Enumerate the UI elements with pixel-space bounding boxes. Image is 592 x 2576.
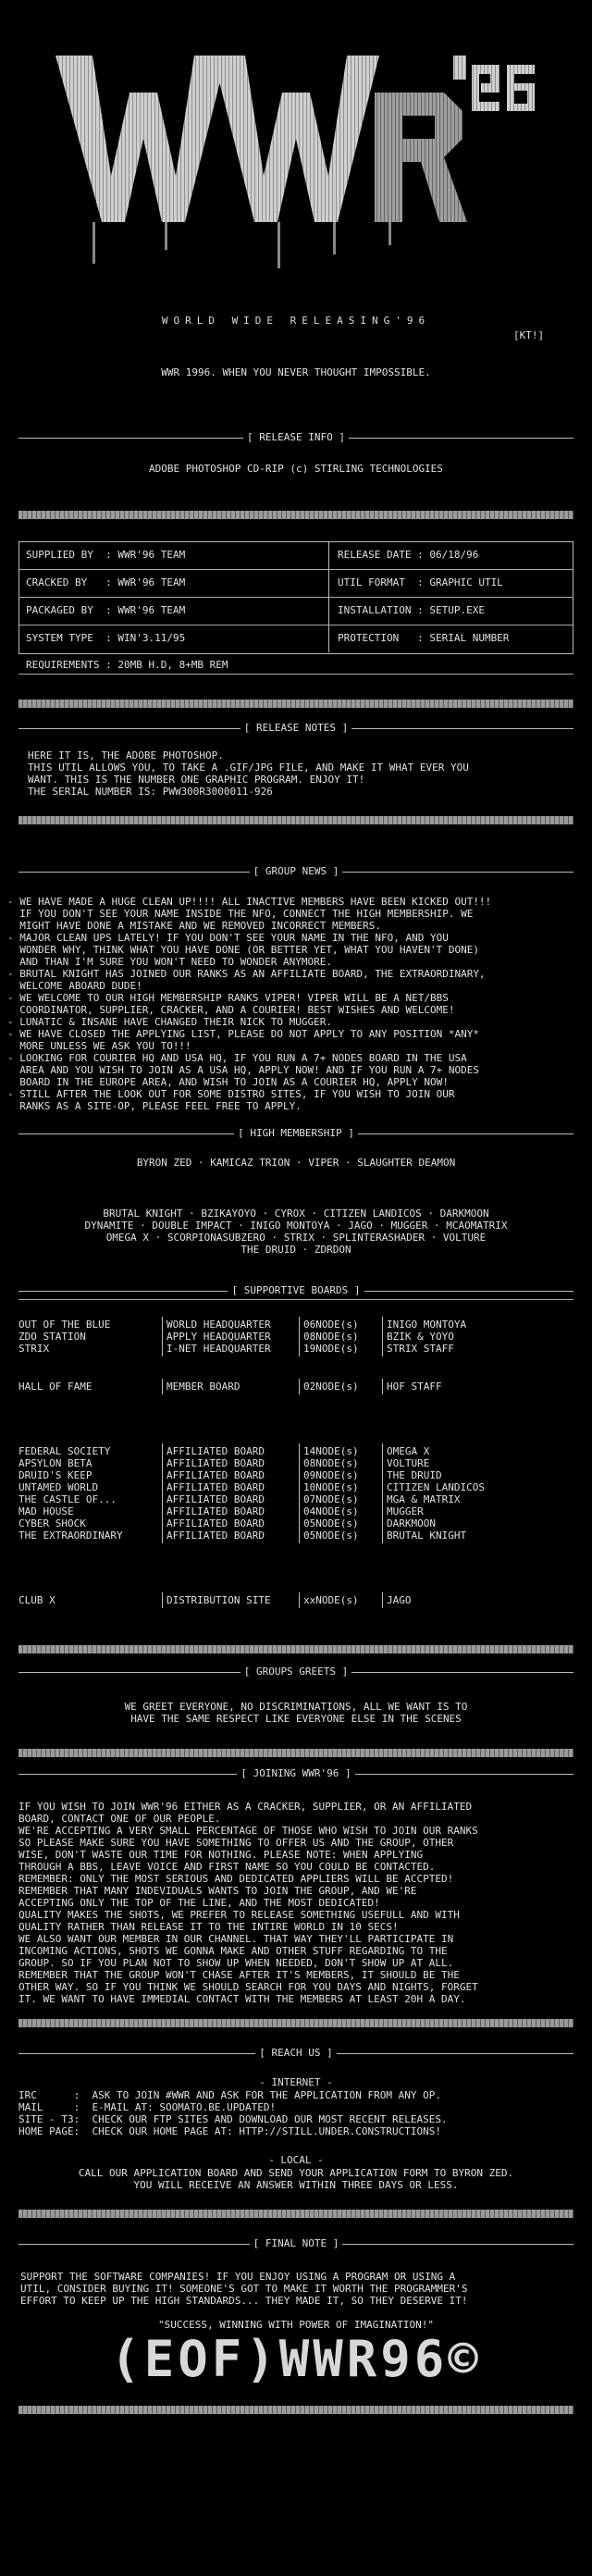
final-note-text: SUPPORT THE SOFTWARE COMPANIES! IF YOU ENJOY USING A PROGRAM OR USING A UTIL, CONSIDER BUYING IT! SOMEONE'S GOT TO MAKE IT WORTH THE PROGRAMMER'S EFFORT TO KEEP UP THE HIGH STANDARDS... THEY MADE IT, SO THEY DESERVE IT! [20, 2271, 468, 2307]
group-tag: [KT!] [513, 329, 545, 341]
affiliate-board-col-1: AFFILIATED BOARD [166, 1517, 265, 1530]
group-news-text: - WE HAVE MADE A HUGE CLEAN UP!!!! ALL INACTIVE MEMBERS HAVE BEEN KICKED OUT!!! IF YOU DON'T SEE YOUR NAME INSIDE THE NFO, CONNECT THE HIGH MEMBERSHIP. WE MIGHT HAVE DONE A MISTAKE AND WE REMOVED INCORRECT MEMBERS. - MAJOR CLEAN UPS LATELY! IF YOU DON'T SEE YOUR NAME IN THE NFO, AND YOU WONDER WHY, THINK WHAT YOU HAVE DONE (OR BETTER YET, WHAT YOU HAVEN'T DONE) AND THAN I'M SURE YOU WON'T NEED TO WONDER ANYMORE. - BRUTAL KNIGHT HAS JOINED OUR RANKS AS AN AFFILIATE BOARD, THE EXTRAORDINARY, WELCOME ABOARD DUDE! - WE WELCOME TO OUR HIGH MEMBERSHIP RANKS VIPER! VIPER WILL BE A NET/BBS COORDINATOR, SUPPLIER, CRACKER, AND A COURIER! BEST WISHES AND WELCOME! - LUNATIC & INSANE HAVE CHANGED THEIR NICK TO MUGGER. - WE HAVE CLOSED THE APPLYING LIST, PLEASE DO NOT APPLY TO ANY POSITION *ANY* MORE UNLESS WE ASK YOU TO!!! - LOOKING FOR COURIER HQ AND USA HQ, IF YOU RUN A 7+ NODES BOARD IN THE USA AREA AND YOU WISH TO JOIN AS A USA HQ, APPLY NOW! AND IF YOU RUN A 7+ NODES BOARD IN THE EUROPE AREA, AND WISH TO JOIN AS A COURIER HQ, APPLY NOW! - STILL AFTER THE LOOK OUT FOR SOME DISTRO SITES, IF YOU WISH TO JOIN OUR RANKS AS A SITE-OP, PLEASE FEEL FREE TO APPLY. [7, 896, 492, 1112]
affiliate-board-col-1: AFFILIATED BOARD [166, 1457, 265, 1469]
product-name: ADOBE PHOTOSHOP CD-RIP (c) STIRLING TECHNOLOGIES [149, 463, 443, 475]
affiliate-board-col-1: AFFILIATED BOARD [166, 1505, 265, 1517]
affiliate-board-col-3: MUGGER [387, 1505, 424, 1517]
divider-bar [18, 816, 574, 824]
hq-board-col-2: 08NODE(s) [303, 1331, 359, 1343]
hq-board-col-1: I-NET HEADQUARTER [166, 1343, 271, 1355]
divider-bar [18, 1749, 574, 1757]
affiliate-board-col-2: 04NODE(s) [303, 1505, 359, 1517]
release-notes-text: HERE IT IS, THE ADOBE PHOTOSHOP. THIS UTIL ALLOWS YOU, TO TAKE A .GIF/JPG FILE, AND MAKE IT WHAT EVER YOU WANT. THIS IS THE NUMBER ONE GRAPHIC PROGRAM. ENJOY IT! THE SERIAL NUMBER IS: PWW300R3000011-926 [28, 749, 469, 798]
affiliate-board-col-3: THE DRUID [387, 1469, 442, 1481]
affiliate-board-col-2: 10NODE(s) [303, 1481, 359, 1493]
affiliate-board-col-0: THE EXTRAORDINARY [18, 1530, 123, 1542]
divider-bar [18, 2019, 574, 2027]
hq-board-col-2: 19NODE(s) [303, 1343, 359, 1355]
affiliate-board-col-2: 09NODE(s) [303, 1469, 359, 1481]
affiliate-board-col-3: DARKMOON [387, 1517, 436, 1530]
reach-mail: MAIL : E-MAIL AT: SOOMATO.BE.UPDATED! [18, 2101, 277, 2113]
hq-board-col-3: STRIX STAFF [387, 1343, 454, 1355]
packaged-by: PACKAGED BY : WWR'96 TEAM [26, 604, 186, 616]
motto: WWR 1996. WHEN YOU NEVER THOUGHT IMPOSSIBLE. [161, 366, 431, 378]
divider-bar [18, 1645, 574, 1653]
members-line: DYNAMITE · DOUBLE IMPACT · INIGO MONTOYA · JAGO · MUGGER · MCAOMATRIX [84, 1220, 508, 1232]
divider-bar [18, 511, 574, 519]
affiliate-board-col-3: VOLTURE [387, 1457, 430, 1469]
reach-irc: IRC : ASK TO JOIN #WWR AND ASK FOR THE APPLICATION FROM ANY OP. [18, 2089, 441, 2101]
high-members-line: BYRON ZED · KAMICAZ TRION · VIPER · SLAUGHTER DEAMON [136, 1157, 456, 1169]
joining-header: [ JOINING WWR'96 ] [18, 1767, 574, 1782]
release-notes-header: [ RELEASE NOTES ] [18, 722, 574, 737]
affiliate-board-col-3: OMEGA X [387, 1445, 430, 1457]
affiliate-board-col-0: APSYLON BETA [18, 1457, 92, 1469]
distro-board-col-2: xxNODE(s) [303, 1594, 359, 1606]
affiliate-board-col-3: MGA & MATRIX [387, 1493, 461, 1505]
affiliate-board-col-2: 05NODE(s) [303, 1530, 359, 1542]
installation: INSTALLATION : SETUP.EXE [338, 604, 485, 616]
affiliate-board-col-0: MAD HOUSE [18, 1505, 74, 1517]
reach-home-page: HOME PAGE: CHECK OUR HOME PAGE AT: HTTP://STILL.UNDER.CONSTRUCTIONS! [18, 2125, 441, 2137]
hof-board-col-3: HOF STAFF [387, 1381, 442, 1393]
affiliate-board-col-1: AFFILIATED BOARD [166, 1469, 265, 1481]
reach-site: SITE - T3: CHECK OUR FTP SITES AND DOWNLOAD OUR MOST RECENT RELEASES. [18, 2113, 448, 2125]
system-type: SYSTEM TYPE : WIN'3.11/95 [26, 632, 186, 644]
distro-board-col-3: JAGO [387, 1594, 412, 1606]
hq-board-col-3: BZIK & YOYO [387, 1331, 454, 1343]
hof-board-col-0: HALL OF FAME [18, 1381, 92, 1393]
group-news-header: [ GROUP NEWS ] [18, 865, 574, 880]
release-info-header: [ RELEASE INFO ] [18, 431, 574, 446]
high-membership-header: [ HIGH MEMBERSHIP ] [18, 1127, 574, 1142]
logo-w1 [56, 56, 227, 222]
members-line: OMEGA X · SCORPIONASUBZERO · STRIX · SPLINTERASHADER · VOLTURE [105, 1232, 487, 1244]
affiliate-board-col-0: CYBER SHOCK [18, 1517, 86, 1530]
affiliate-board-col-1: AFFILIATED BOARD [166, 1493, 265, 1505]
joining-text: IF YOU WISH TO JOIN WWR'96 EITHER AS A CRACKER, SUPPLIER, OR AN AFFILIATED BOARD, CONTACT ONE OF OUR PEOPLE. WE'RE ACCEPTING A VERY SMALL PERCENTAGE OF THOSE WHO WISH TO JOIN OUR RANKS SO PLEASE MAKE SURE YOU HAVE SOMETHING TO OFFER US AND THE GROUP, OTHER WISE, DON'T WASTE OUR TIME FOR NOTHING. PLEASE NOTE: WHEN APPLYING THROUGH A BBS, LEAVE VOICE AND FIRST NAME SO YOU COULD BE CONTACTED. REMEMBER: ONLY THE MOST SERIOUS AND DEDICATED APPLIERS WILL BE ACCPTED! REMEMBER THAT MANY INDEVIDUALS WANTS TO JOIN THE GROUP, AND WE'RE ACCEPTING ONLY THE TOP OF THE LINE, AND THE MOST DEDICATED! QUALITY MAKES THE SHOTS, WE PREFER TO RELEASE SOMETHING USEFULL AND WITH QUALITY RATHER THAN RELEASE IT TO THE INTIRE WORLD IN 10 SECS! WE ALSO WANT OUR MEMBER IN OUR CHANNEL. THAT WAY THEY'LL PARTICIPATE IN INCOMING ACTIONS, SHOTS WE GONNA MAKE AND OTHER STUFF REGARDING TO THE GROUP. SO IF YOU PLAN NOT TO SHOW UP WHEN NEEDED, DON'T SHOW UP AT ALL. REMEMBER THAT THE GROUP WON'T CHASE AFTER IT'S MEMBERS, IT SHOULD BE THE OTHER WAY. SO IF YOU THINK WE SHOULD SEARCH FOR YOU DAYS AND NIGHTS, FORGET IT. WE WANT TO HAVE IMMEDIAL CONTACT WITH THE MEMBERS AT LEAST 20H A DAY. [18, 1801, 478, 2005]
tagline: WORLD WIDE RELEASING'96 [161, 315, 431, 327]
affiliate-board-col-0: FEDERAL SOCIETY [18, 1445, 111, 1457]
supportive-boards-header: [ SUPPORTIVE BOARDS ] [18, 1284, 574, 1299]
wwr-logo [56, 37, 536, 278]
hq-board-col-0: ZDO STATION [18, 1331, 86, 1343]
cracked-by: CRACKED BY : WWR'96 TEAM [26, 576, 186, 588]
distro-board-col-0: CLUB X [18, 1594, 56, 1606]
affiliate-board-col-2: 07NODE(s) [303, 1493, 359, 1505]
hof-board-col-1: MEMBER BOARD [166, 1381, 240, 1393]
hq-board-col-0: OUT OF THE BLUE [18, 1319, 111, 1331]
affiliate-board-col-3: BRUTAL KNIGHT [387, 1530, 467, 1542]
members-line: BRUTAL KNIGHT · BZIKAYOYO · CYROX · CITIZEN LANDICOS · DARKMOON [103, 1208, 489, 1220]
affiliate-board-col-0: THE CASTLE OF... [18, 1493, 117, 1505]
affiliate-board-col-3: CITIZEN LANDICOS [387, 1481, 485, 1493]
divider-bar [18, 2210, 574, 2218]
supplied-by: SUPPLIED BY : WWR'96 TEAM [26, 549, 186, 561]
logo-96 [472, 65, 500, 111]
hof-board-col-2: 02NODE(s) [303, 1381, 359, 1393]
requirements: REQUIREMENTS : 20MB H.D, 8+MB REM [26, 659, 228, 671]
divider-bar [18, 700, 574, 708]
hq-board-col-3: INIGO MONTOYA [387, 1319, 467, 1331]
closing-quote: "SUCCESS, WINNING WITH POWER OF IMAGINATION!" [157, 2319, 434, 2331]
affiliate-board-col-2: 05NODE(s) [303, 1517, 359, 1530]
affiliate-board-col-1: AFFILIATED BOARD [166, 1481, 265, 1493]
local-title: - LOCAL - [268, 2154, 324, 2166]
greets-text: WE GREET EVERYONE, NO DISCRIMINATIONS, ALL WE WANT IS TO HAVE THE SAME RESPECT LIKE EVERYONE ELSE IN THE SCENES [124, 1701, 468, 1725]
members-line: THE DRUID · ZDRDON [240, 1244, 352, 1256]
final-note-header: [ FINAL NOTE ] [18, 2237, 574, 2252]
protection: PROTECTION : SERIAL NUMBER [338, 632, 510, 644]
affiliate-board-col-1: AFFILIATED BOARD [166, 1445, 265, 1457]
group-greets-header: [ GROUPS GREETS ] [18, 1666, 574, 1680]
affiliate-board-col-2: 14NODE(s) [303, 1445, 359, 1457]
internet-title: - INTERNET - [259, 2076, 333, 2088]
reach-us-header: [ REACH US ] [18, 2047, 574, 2062]
affiliate-board-col-0: UNTAMED WORLD [18, 1481, 99, 1493]
logo-w2 [213, 56, 379, 222]
hq-board-col-2: 06NODE(s) [303, 1319, 359, 1331]
divider-bar [18, 2406, 574, 2414]
hq-board-col-1: WORLD HEADQUARTER [166, 1319, 271, 1331]
release-date: RELEASE DATE : 06/18/96 [338, 549, 479, 561]
hq-board-col-0: STRIX [18, 1343, 50, 1355]
affiliate-board-col-0: DRUID'S KEEP [18, 1469, 92, 1481]
hq-board-col-1: APPLY HEADQUARTER [166, 1331, 271, 1343]
affiliate-board-col-2: 08NODE(s) [303, 1457, 359, 1469]
distro-board-col-1: DISTRIBUTION SITE [166, 1594, 271, 1606]
eof-wordmark: (EOF)WWR96© [110, 2330, 482, 2388]
local-text: CALL OUR APPLICATION BOARD AND SEND YOUR APPLICATION FORM TO BYRON ZED. YOU WILL RECEIVE AN ANSWER WITHIN THREE DAYS OR LESS. [78, 2167, 514, 2191]
logo-r [375, 93, 467, 222]
affiliate-board-col-1: AFFILIATED BOARD [166, 1530, 265, 1542]
util-format: UTIL FORMAT : GRAPHIC UTIL [338, 576, 503, 588]
